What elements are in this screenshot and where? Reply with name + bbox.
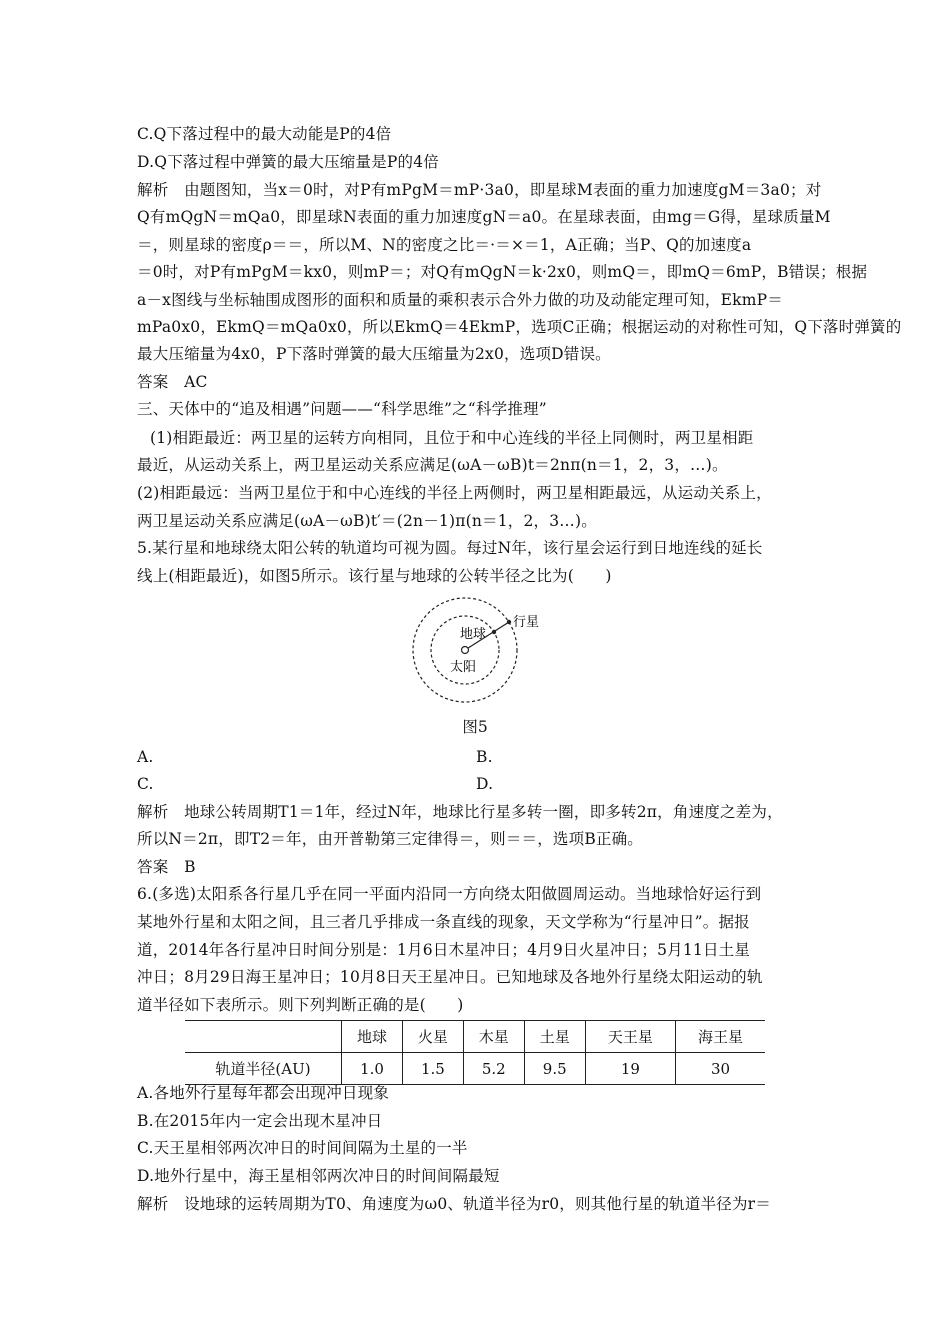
point-2-line: (2)相距最远：当两卫星位于和中心连线的半径上两侧时，两卫星相距最远，从运动关系上， <box>137 484 772 502</box>
point-1-line: 最近，从运动关系上，两卫星运动关系应满足(ωA－ωB)t＝2nπ(n＝1，2，3，…)。 <box>137 456 728 474</box>
option-b: B. <box>476 748 493 766</box>
question-6-line: 某地外行星和太阳之间，且三者几乎排成一条直线的现象，天文学称为“行星冲日”。据报 <box>137 913 750 931</box>
question-6-line: 冲日；8月29日海王星冲日；10月8日天王星冲日。已知地球及各地外行星绕太阳运动的轨 <box>137 968 763 986</box>
sun-label: 太阳 <box>450 660 477 675</box>
orbit-figure <box>400 595 560 715</box>
option-b: B.在2015年内一定会出现木星冲日 <box>137 1112 383 1130</box>
question-5-line: 线上(相距最近)，如图5所示。该行星与地球的公转半径之比为( ) <box>137 567 612 585</box>
table-cell: 5.2 <box>463 1053 524 1085</box>
analysis-line: ＝，则星球的密度ρ＝＝，所以M、N的密度之比＝·＝×＝1，A正确；当P、Q的加速度a <box>137 236 752 254</box>
table-header-cell: 土星 <box>524 1021 585 1053</box>
point-2-line: 两卫星运动关系应满足(ωA－ωB)t′＝(2n－1)π(n＝1，2，3…)。 <box>137 512 597 530</box>
question-6-line: 道半径如下表所示。则下列判断正确的是( ) <box>137 996 464 1014</box>
table-header-cell: 木星 <box>463 1021 524 1053</box>
analysis-line: mPa0x0，EkmQ＝mQa0x0，所以EkmQ＝4EkmP，选项C正确；根据运动的对称性可知，Q下落时弹簧的 <box>137 318 902 336</box>
question-6-line: 6.(多选)太阳系各行星几乎在同一平面内沿同一方向绕太阳做圆周运动。当地球恰好运行到 <box>137 885 762 903</box>
orbit-radius-table <box>185 1020 765 1085</box>
analysis-line: ＝0时，对P有mPgM＝kx0，则mP＝；对Q有mQgN＝k·2x0，则mQ＝，即mQ＝6mP，B错误；根据 <box>137 263 868 281</box>
table-row <box>185 1053 765 1085</box>
table-header-cell: 火星 <box>402 1021 463 1053</box>
planet-marker <box>507 620 511 624</box>
answer-line: 答案 AC <box>137 373 208 391</box>
analysis-line: Q有mQgN＝mQa0，即星球N表面的重力加速度gN＝a0。在星球表面，由mg＝G得，星球质量M <box>137 208 831 226</box>
table-cell: 1.0 <box>342 1053 403 1085</box>
figure-caption: 图5 <box>462 718 488 736</box>
question-6-line: 道，2014年各行星冲日时间分别是：1月6日木星冲日；4月9日火星冲日；5月11日土星 <box>137 941 751 959</box>
section-heading: 三、天体中的“追及相遇”问题——“科学思维”之“科学推理” <box>137 400 547 418</box>
sun-marker <box>462 647 469 654</box>
table-cell: 30 <box>676 1053 765 1085</box>
table-cell: 9.5 <box>524 1053 585 1085</box>
earth-label: 地球 <box>460 627 487 642</box>
table-row-label: 轨道半径(AU) <box>185 1053 342 1085</box>
table-header-cell: 地球 <box>342 1021 403 1053</box>
analysis-line: 解析 地球公转周期T1＝1年，经过N年，地球比行星多转一圈，即多转2π，角速度之差为， <box>137 803 783 821</box>
analysis-line: 解析 设地球的运转周期为T0、角速度为ω0、轨道半径为r0，则其他行星的轨道半径为r＝ <box>137 1195 771 1213</box>
option-d-prev: D.Q下落过程中弹簧的最大压缩量是P的4倍 <box>137 153 440 171</box>
planet-label: 行星 <box>513 615 540 630</box>
earth-marker <box>492 630 496 634</box>
option-c: C.天王星相邻两次冲日的时间间隔为土星的一半 <box>137 1139 468 1157</box>
option-c: C. <box>137 775 154 793</box>
analysis-line: 最大压缩量为4x0，P下落时弹簧的最大压缩量为2x0，选项D错误。 <box>137 345 611 363</box>
table-cell: 19 <box>585 1053 675 1085</box>
table-cell: 1.5 <box>402 1053 463 1085</box>
answer-line: 答案 B <box>137 858 196 876</box>
analysis-line: a－x图线与坐标轴围成图形的面积和质量的乘积表示合外力做的功及动能定理可知，EkmP＝ <box>137 291 783 309</box>
table-header-cell: 海王星 <box>676 1021 765 1053</box>
table-header-cell: 天王星 <box>585 1021 675 1053</box>
analysis-line: 所以N＝2π，即T2＝年，由开普勒第三定律得＝，则＝＝，选项B正确。 <box>137 830 644 848</box>
table-header-row <box>185 1021 765 1053</box>
option-a: A. <box>137 748 154 766</box>
analysis-line: 解析 由题图知，当x＝0时，对P有mPgM＝mP·3a0，即星球M表面的重力加速度gM＝3a0；对 <box>137 181 822 199</box>
option-d: D.地外行星中，海王星相邻两次冲日的时间间隔最短 <box>137 1167 500 1185</box>
option-c-prev: C.Q下落过程中的最大动能是P的4倍 <box>137 125 392 143</box>
option-a: A.各地外行星每年都会出现冲日现象 <box>137 1084 390 1102</box>
question-5-line: 5.某行星和地球绕太阳公转的轨道均可视为圆。每过N年，该行星会运行到日地连线的延长 <box>137 539 763 557</box>
point-1-line: (1)相距最近：两卫星的运转方向相同，且位于和中心连线的半径上同侧时，两卫星相距 <box>150 429 754 447</box>
option-d: D. <box>476 775 494 793</box>
table-header-cell <box>185 1021 342 1053</box>
